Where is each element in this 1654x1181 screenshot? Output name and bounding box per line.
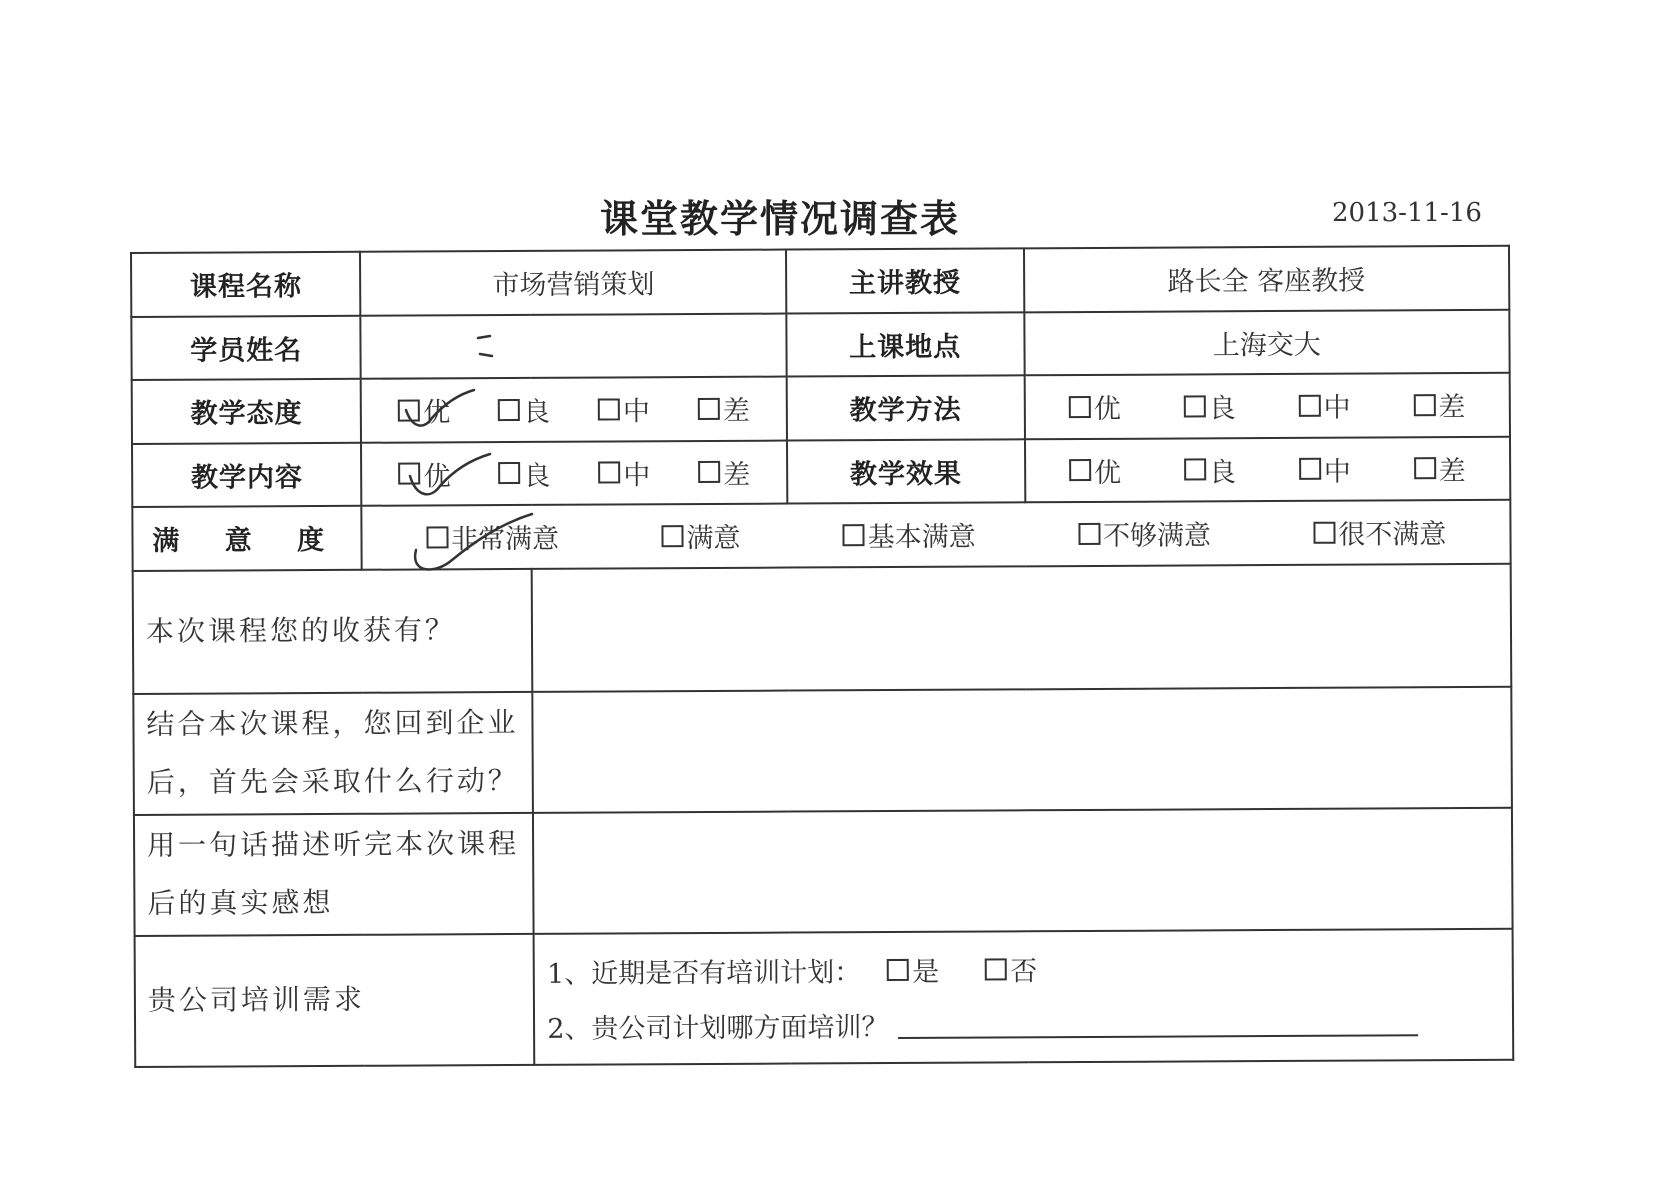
option-label: 基本满意 [867,522,976,554]
survey-table [130,245,1514,1068]
option-label: 差 [1438,455,1466,488]
option-label: 优 [423,397,451,429]
question-feeling-label: 用一句话描述听完本次课程后的真实感想 [134,813,534,936]
location-value: 上海交大 [1024,309,1510,375]
question-action-label: 结合本次课程，您回到企业后，首先会采取什么行动？ [133,692,533,815]
answer-gains-field[interactable] [532,564,1511,692]
satisfaction-options [362,500,1511,570]
checkbox[interactable] [598,462,620,484]
satisfaction-option-very-satisfied[interactable] [426,517,559,557]
row-attitude [132,373,1510,444]
satisfaction-option-very-unsatisfied[interactable] [1313,513,1446,553]
row-question-action [133,687,1512,815]
option-label: 很不满意 [1338,519,1447,552]
option-label: 差 [722,396,750,428]
checkbox[interactable] [887,959,909,981]
checkbox[interactable] [1413,394,1435,416]
checkbox[interactable] [398,399,420,421]
attitude-option-average[interactable] [598,390,650,429]
row-content [132,436,1510,507]
teaching-attitude-options [361,377,787,443]
checkbox[interactable] [1298,395,1320,417]
option-label: 良 [1208,393,1236,425]
method-option-poor[interactable] [1413,385,1465,424]
question-gains-label: 本次课程您的收获有？ [133,569,533,694]
teaching-effect-label: 教学效果 [787,439,1025,504]
attitude-option-excellent[interactable] [398,391,450,430]
training-area-line [547,1002,1500,1046]
lecturer-value: 路长全 客座教授 [1024,246,1510,312]
checkbox[interactable] [698,398,720,420]
option-label: 是 [912,957,940,989]
training-plan-question: 1、近期是否有培训计划： [546,957,862,991]
attitude-option-good[interactable] [498,390,550,429]
teaching-content-label: 教学内容 [132,442,362,507]
answer-action-field[interactable] [533,687,1512,813]
option-label: 中 [623,460,651,492]
checkbox[interactable] [1078,523,1100,545]
content-option-poor[interactable] [698,453,750,492]
option-label: 差 [1438,392,1466,424]
teaching-content-options [361,440,787,506]
method-option-average[interactable] [1298,386,1350,425]
row-question-feeling [134,807,1513,935]
option-label: 良 [1208,457,1237,489]
student-name-field[interactable] [361,313,787,379]
option-label: 满意 [686,523,741,555]
content-option-good[interactable] [498,454,550,493]
checkbox[interactable] [698,461,720,483]
teaching-method-label: 教学方法 [787,375,1025,440]
option-label: 良 [523,460,551,492]
method-option-good[interactable] [1184,387,1236,426]
teaching-attitude-label: 教学态度 [132,379,362,444]
content-option-excellent[interactable] [398,454,450,493]
training-area-question: 2、贵公司计划哪方面培训？ [547,1012,889,1046]
checkbox[interactable] [1414,458,1436,480]
option-label: 优 [423,461,451,493]
checkbox[interactable] [426,526,448,548]
option-label: 非常满意 [451,524,560,556]
option-label: 优 [1094,457,1122,489]
checkbox[interactable] [1069,396,1091,418]
training-area-input-line[interactable] [898,1008,1418,1039]
course-name-value: 市场营销策划 [360,250,786,316]
option-label: 否 [1010,956,1038,988]
training-plan-no[interactable] [985,950,1037,989]
checkbox[interactable] [498,399,520,421]
checkbox[interactable] [661,525,683,547]
checkbox[interactable] [1313,522,1335,544]
lecturer-label: 主讲教授 [786,248,1024,313]
row-student [131,309,1509,380]
checkbox[interactable] [498,462,520,484]
satisfaction-option-not-satisfied[interactable] [1078,514,1211,554]
checkbox[interactable] [985,958,1007,980]
content-option-average[interactable] [598,453,650,492]
teaching-effect-options [1025,436,1511,502]
satisfaction-option-satisfied[interactable] [661,516,740,555]
row-course [131,246,1509,317]
attitude-option-poor[interactable] [698,389,750,428]
training-demand-cell [534,928,1513,1064]
form-date: 2013-11-16 [1332,198,1482,228]
location-label: 上课地点 [786,312,1024,377]
checkbox[interactable] [1184,395,1206,417]
teaching-method-options [1024,373,1510,439]
checkbox[interactable] [598,398,620,420]
answer-feeling-field[interactable] [533,807,1512,933]
checkbox[interactable] [399,463,421,485]
training-plan-yes[interactable] [887,950,939,989]
checkbox[interactable] [1184,459,1206,481]
option-label: 差 [723,459,751,491]
effect-option-average[interactable] [1299,450,1351,489]
satisfaction-label: 满 意 度 [132,506,362,571]
course-name-label: 课程名称 [131,252,361,317]
training-plan-line [547,947,1500,991]
effect-option-poor[interactable] [1414,449,1466,488]
option-label: 中 [1323,456,1351,488]
row-training-demand [135,928,1514,1067]
option-label: 良 [523,397,551,429]
satisfaction-option-basically-satisfied[interactable] [843,515,976,555]
effect-option-good[interactable] [1184,450,1236,489]
option-label: 优 [1093,394,1121,426]
method-option-excellent[interactable] [1069,387,1121,426]
option-label: 不够满意 [1102,520,1212,553]
row-question-gains [133,564,1512,694]
checkbox[interactable] [843,524,865,546]
training-demand-label: 贵公司培训需求 [135,934,535,1067]
student-name-label: 学员姓名 [131,315,361,380]
form-title: 课堂教学情况调查表 [600,197,961,241]
checkbox[interactable] [1299,458,1321,480]
checkbox[interactable] [1069,459,1091,481]
option-label: 中 [1323,392,1351,425]
row-satisfaction [132,500,1510,571]
effect-option-excellent[interactable] [1069,451,1121,490]
option-label: 中 [622,396,651,428]
